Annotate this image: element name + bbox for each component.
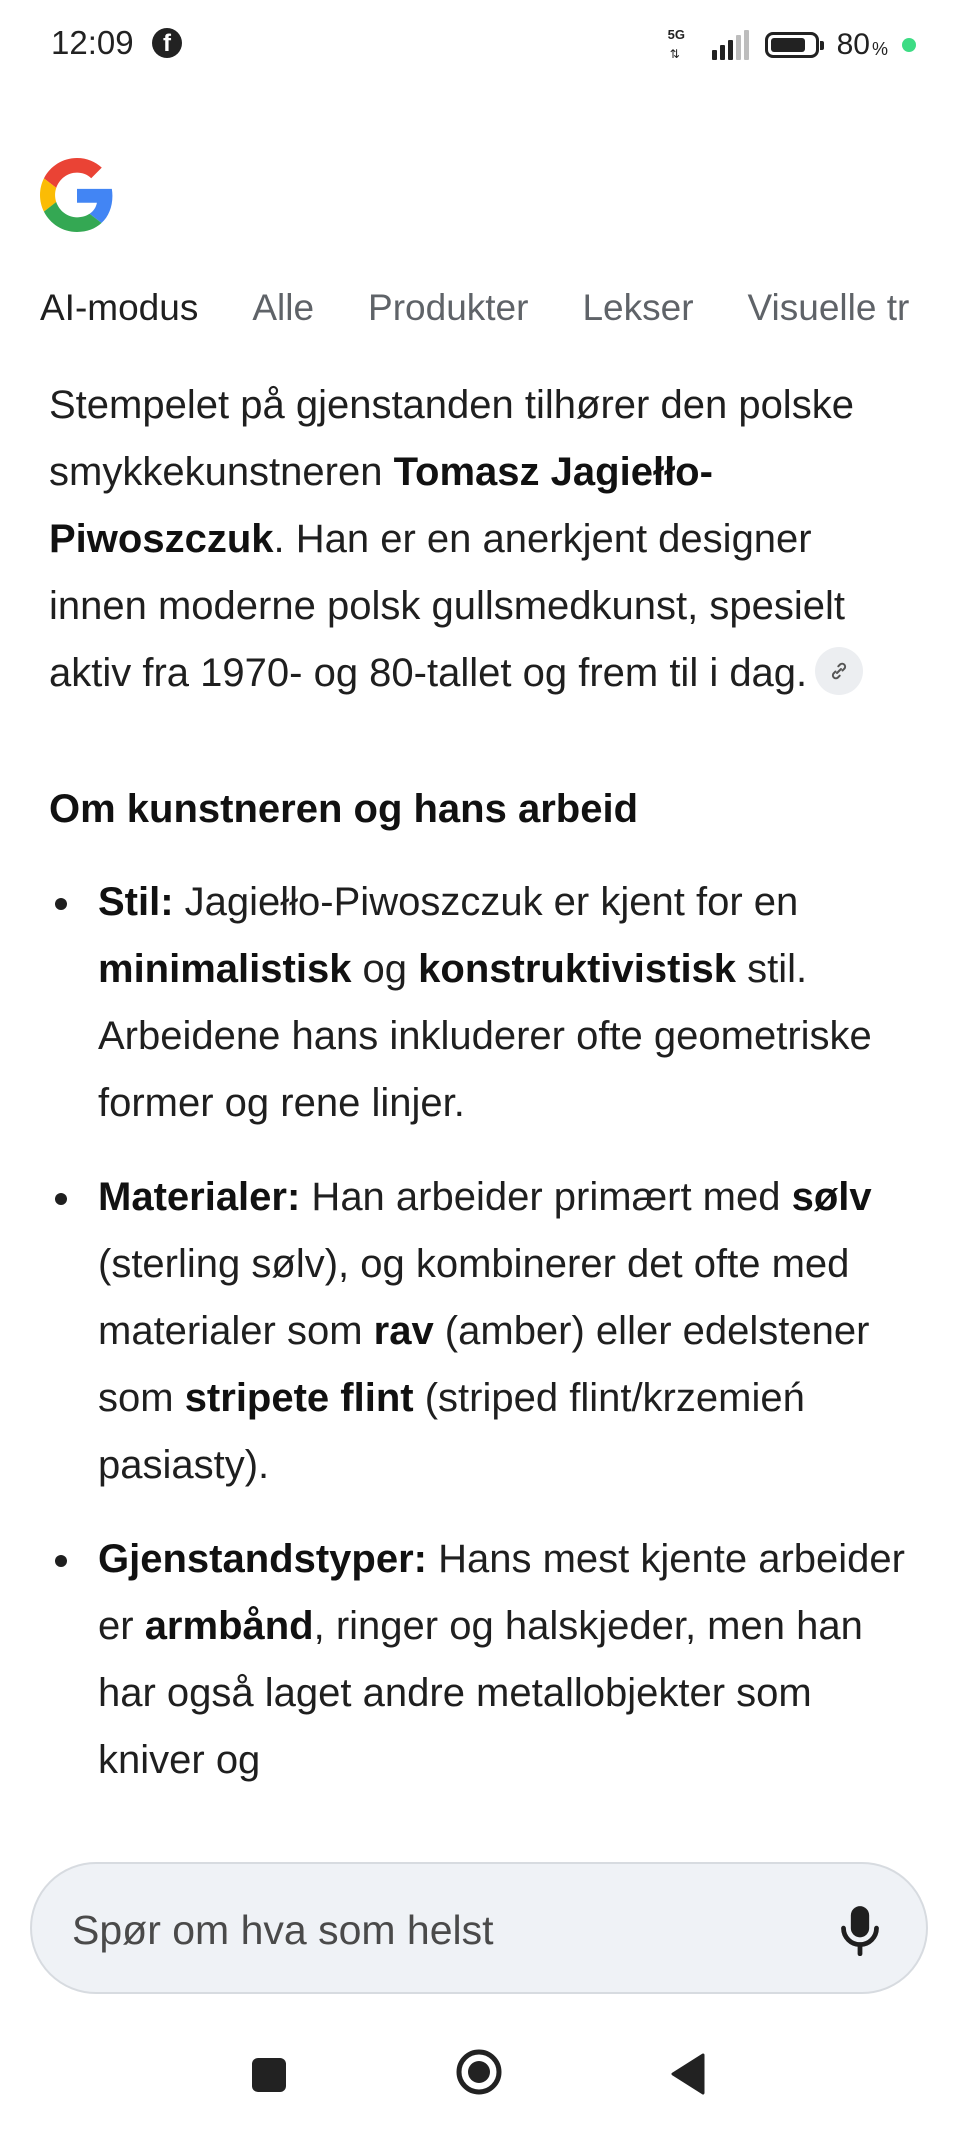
facebook-notification-icon: f xyxy=(152,28,182,58)
link-icon xyxy=(827,659,851,683)
bullet-text: , ringer og halskjeder, men han har også laget andre metallobjekter som kniver og xyxy=(98,1604,863,1782)
ai-answer xyxy=(49,372,919,1832)
tab-homework[interactable]: Lekser xyxy=(582,287,694,328)
intro-text-1: Stempelet på gjenstanden tilhører den polske smykkekunstneren xyxy=(49,383,854,494)
bullet-bold: rav xyxy=(373,1309,434,1353)
bullet-bold: konstruktivistisk xyxy=(418,947,737,991)
bullet-text: og xyxy=(351,947,419,991)
artist-name: Tomasz Jagiełło-Piwoszczuk xyxy=(49,450,713,561)
google-g-logo[interactable] xyxy=(40,158,114,232)
bullet-text: (amber) eller edelstener som xyxy=(98,1309,870,1420)
list-item xyxy=(49,1526,919,1794)
artist-bullets xyxy=(49,869,919,1794)
bullet-text: Han arbeider primært med xyxy=(300,1175,792,1219)
bullet-bold: stripete flint xyxy=(184,1376,414,1420)
answer-intro xyxy=(49,372,919,707)
square-icon[interactable] xyxy=(252,2058,286,2092)
bullet-bold: armbånd xyxy=(144,1604,314,1648)
battery-percent-sign: % xyxy=(871,38,888,59)
battery-percentage: 80 xyxy=(836,28,870,61)
tab-products[interactable]: Produkter xyxy=(368,287,529,328)
ask-bar xyxy=(30,1862,928,1994)
status-time: 12:09 xyxy=(51,24,134,61)
bullet-text: (striped flint/krzemień pasiasty). xyxy=(98,1376,805,1487)
battery-icon xyxy=(765,32,819,58)
source-link-button[interactable] xyxy=(815,647,863,695)
bullet-text: Jagiełło-Piwoszczuk er kjent for en xyxy=(173,880,799,924)
content-fade xyxy=(0,1790,960,1830)
bullet-text: stil. Arbeidene hans inkluderer ofte geometriske former og rene linjer. xyxy=(98,947,872,1125)
list-item xyxy=(49,869,919,1137)
system-nav-bar xyxy=(0,2030,960,2130)
bullet-text: Hans mest kjente arbeider er xyxy=(98,1537,905,1648)
bullet-text: (sterling sølv), og kombinerer det ofte med materialer som xyxy=(98,1242,850,1353)
tab-all[interactable]: Alle xyxy=(252,287,315,328)
section-title: Om kunstneren og hans arbeid xyxy=(49,787,639,831)
network-type-label: 5G xyxy=(667,27,685,42)
ask-input[interactable] xyxy=(70,1896,814,1964)
status-bar xyxy=(0,0,960,90)
battery-fill xyxy=(771,38,805,52)
data-arrows-icon: ⇅ xyxy=(669,47,680,61)
bullet-label: Stil: xyxy=(98,880,174,924)
tab-visual[interactable]: Visuelle tr xyxy=(747,287,910,328)
triangle-back-icon[interactable] xyxy=(670,2052,706,2096)
search-tabs xyxy=(40,287,960,337)
list-item xyxy=(49,1164,919,1499)
tab-ai-mode[interactable]: AI-modus xyxy=(40,287,199,328)
bullet-label: Gjenstandstyper: xyxy=(98,1537,427,1581)
intro-text-2: . Han er en anerkjent designer innen moderne polsk gullsmedkunst, spesielt aktiv fra 1970- og 80-tallet og frem til i dag. xyxy=(49,517,845,695)
circle-home-icon[interactable] xyxy=(455,2048,503,2096)
bullet-bold: minimalistisk xyxy=(98,947,352,991)
signal-strength-icon xyxy=(712,30,749,60)
bullet-bold: sølv xyxy=(791,1175,872,1219)
status-indicators xyxy=(668,26,916,64)
bullet-label: Materialer: xyxy=(98,1175,301,1219)
microphone-icon[interactable] xyxy=(838,1904,882,1956)
privacy-indicator-dot xyxy=(902,38,916,52)
network-type-icon xyxy=(668,27,702,63)
